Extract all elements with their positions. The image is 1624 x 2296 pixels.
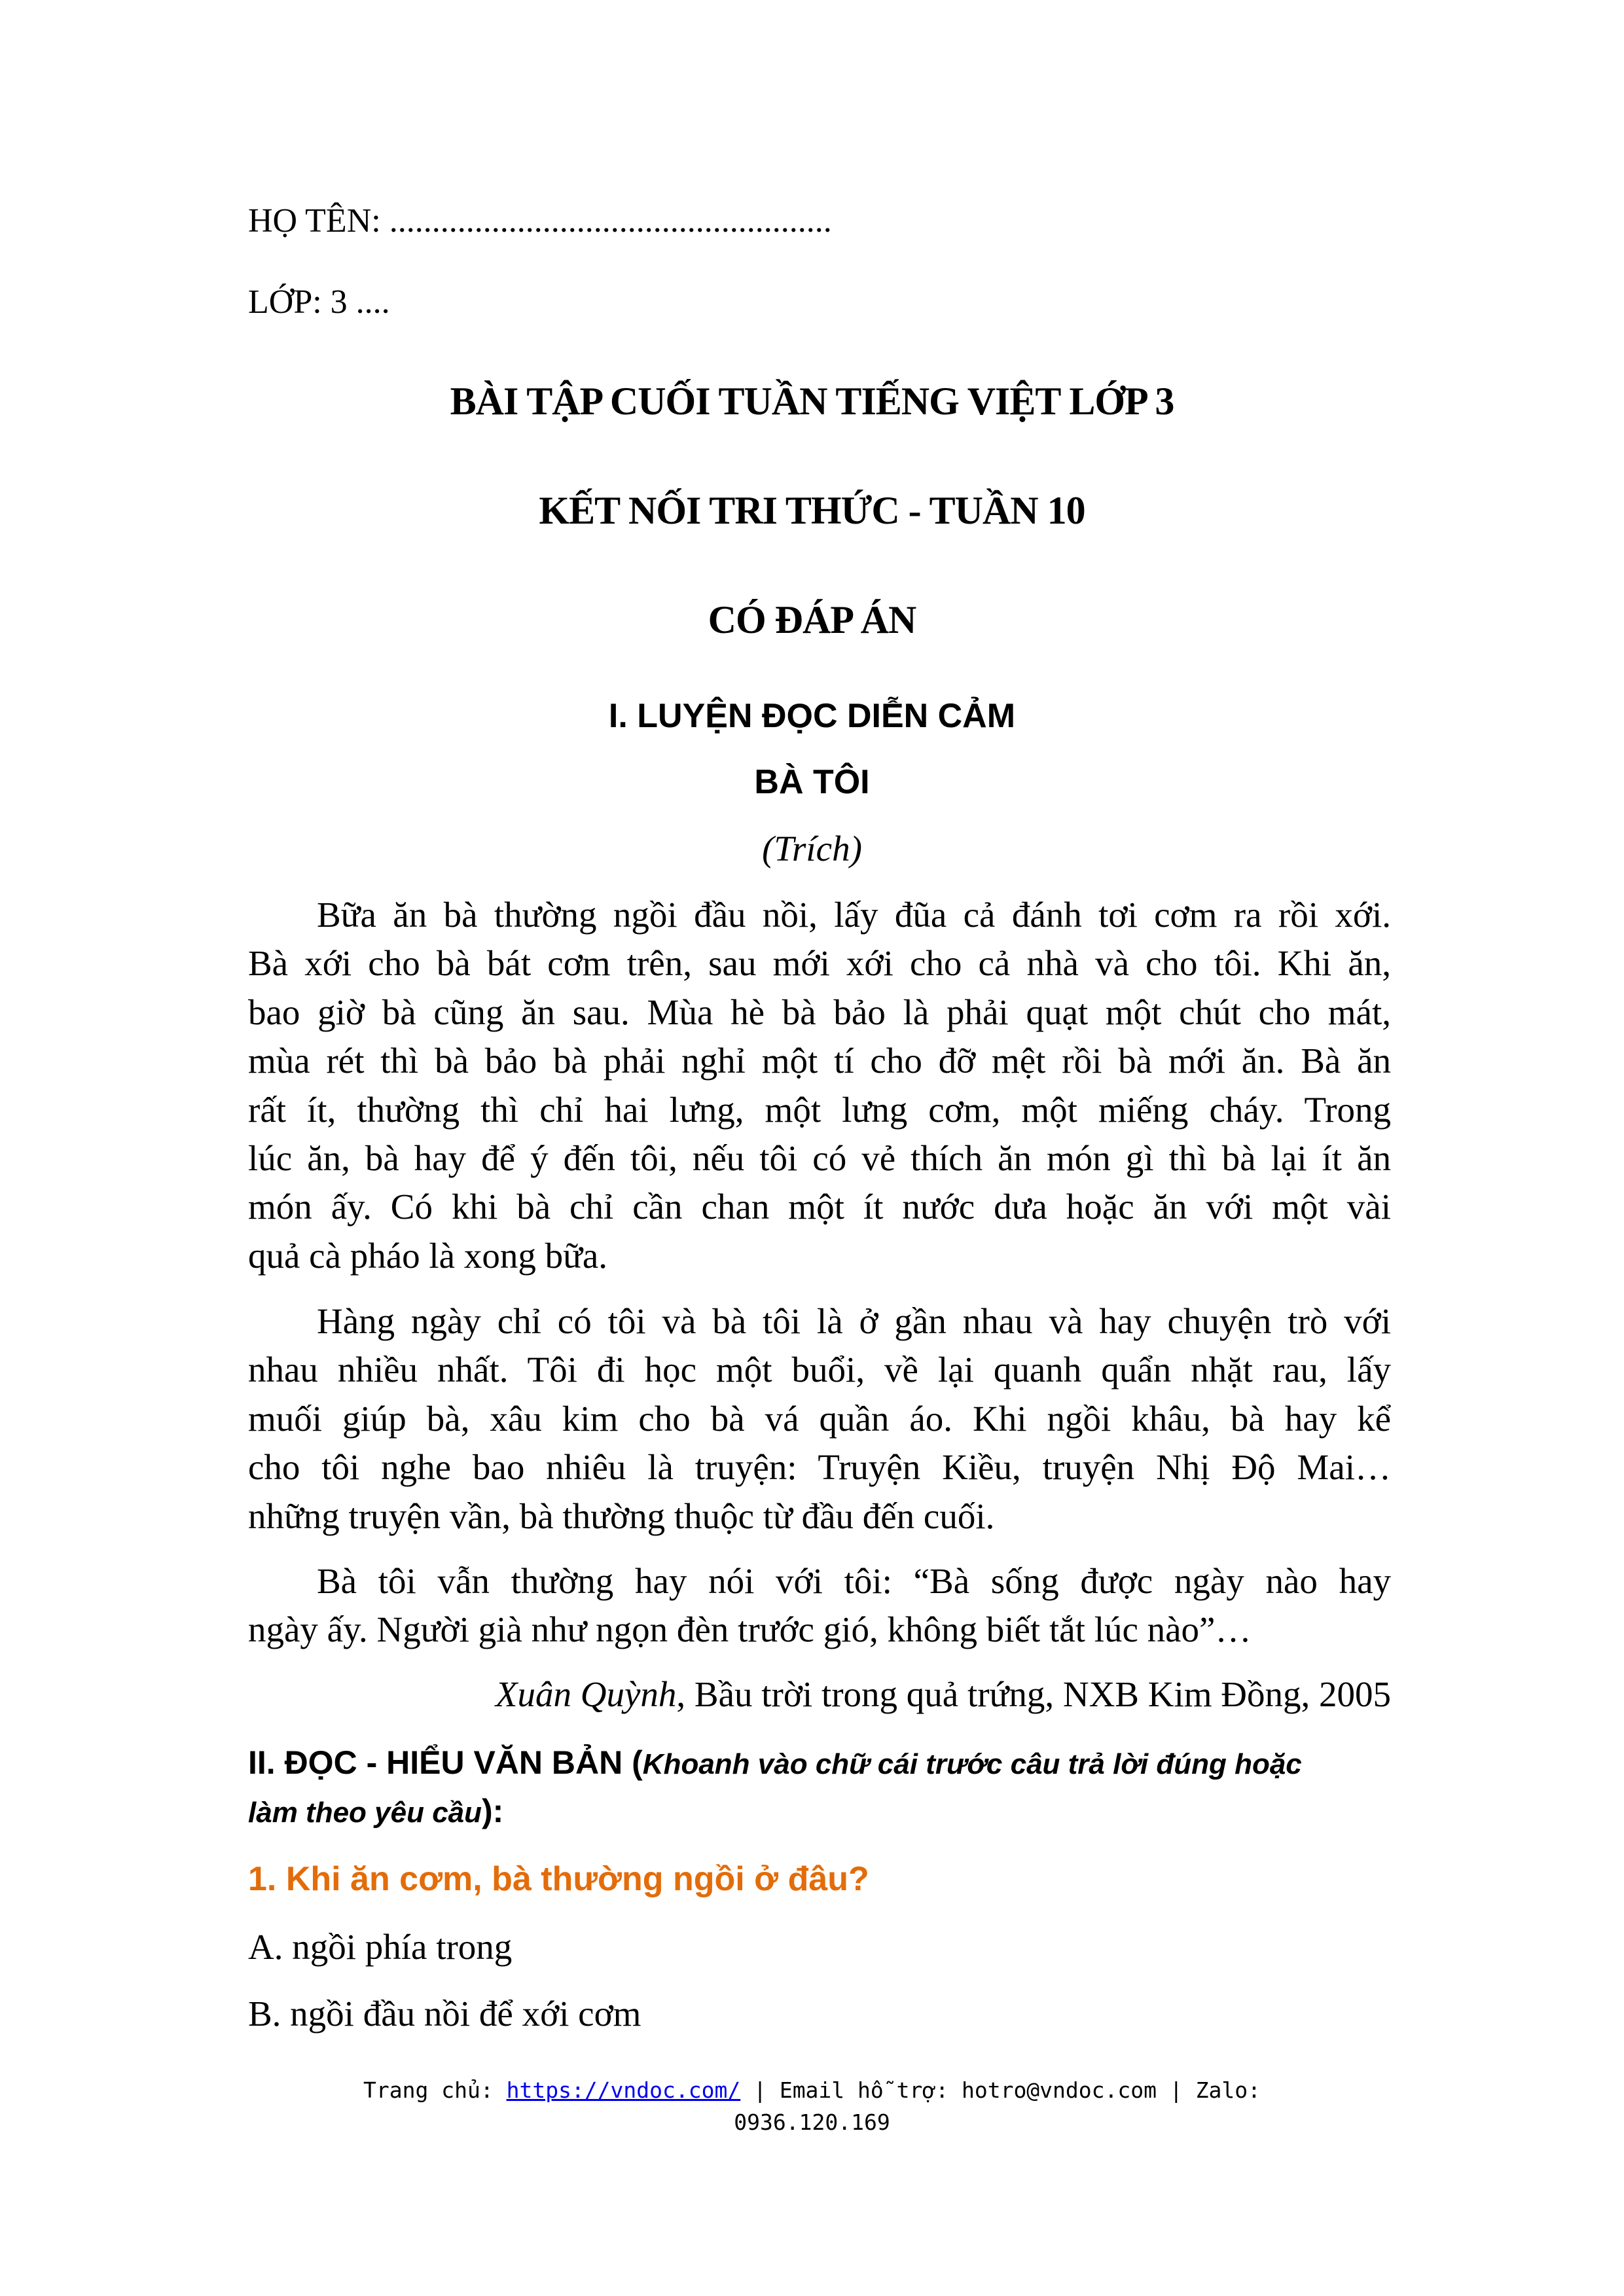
story-paragraph-3 — [248, 1557, 1391, 1655]
page-subtitle: KẾT NỐI TRI THỨC - TUẦN 10 — [539, 489, 1085, 532]
option-b[interactable]: B. ngồi đầu nồi để xới cơm — [248, 1994, 641, 2034]
section2-heading — [248, 1738, 1302, 1789]
story-line: Bà tôi vẫn thường hay nói với tôi: “Bà sống được ngày nào hay — [317, 1561, 1391, 1601]
email-info: | Email hỗ trợ: hotro@vndoc.com | Zalo: — [740, 2077, 1261, 2103]
instruction: Khoanh vào chữ cái trước câu trả lời đúng hoặc — [642, 1748, 1302, 1780]
home-link[interactable]: https://vndoc.com/ — [506, 2077, 741, 2103]
section1-heading: I. LUYỆN ĐỌC DIỄN CẢM — [608, 697, 1016, 735]
story-paragraph-1 — [248, 891, 1391, 1280]
story-line: bao giờ bà cũng ăn sau. Mùa hè bà bảo là phải quạt một chút cho mát, — [248, 992, 1391, 1032]
story-line: Hàng ngày chỉ có tôi và bà tôi là ở gần nhau và hay chuyện trò với — [317, 1301, 1391, 1341]
story-line: rất ít, thường thì chỉ hai lưng, một lưng cơm, một miếng cháy. Trong — [248, 1089, 1391, 1130]
section2-title: II. ĐỌC - HIỂU VĂN BẢN ( — [248, 1744, 643, 1781]
excerpt-note: (Trích) — [762, 829, 862, 869]
story-line: cho tôi nghe bao nhiêu là truyện: Truyện Kiều, truyện Nhị Độ Mai… — [248, 1447, 1391, 1488]
story-title: BÀ TÔI — [754, 763, 870, 801]
story-line: lúc ăn, bà hay để ý đến tôi, nếu tôi có vẻ thích ăn món gì thì bà lại ít ăn — [248, 1138, 1391, 1179]
citation-author: Xuân Quỳnh — [495, 1674, 677, 1714]
story-line: Bà xới cho bà bát cơm trên, sau mới xới cho cả nhà và cho tôi. Khi ăn, — [248, 943, 1391, 984]
option-a[interactable]: A. ngồi phía trong — [248, 1927, 513, 1967]
class-field: LỚP: 3 .... — [248, 283, 390, 321]
story-line: quả cà pháo là xong bữa. — [248, 1235, 608, 1276]
story-line: mùa rét thì bà bảo bà phải nghỉ một tí cho đỡ mệt rồi bà mới ăn. Bà ăn — [248, 1041, 1391, 1081]
story-line: những truyện vần, bà thường thuộc từ đầu đến cuối. — [248, 1496, 995, 1536]
page-title: BÀI TẬP CUỐI TUẦN TIẾNG VIỆT LỚP 3 — [450, 380, 1174, 423]
footer — [0, 2075, 1624, 2106]
story-line: ngày ấy. Người già như ngọn đèn trước gió, không biết tắt lúc nào”… — [248, 1609, 1252, 1650]
story-line: nhau nhiều nhất. Tôi đi học một buổi, về lại quanh quẩn nhặt rau, lấy — [248, 1350, 1391, 1390]
story-line: Bữa ăn bà thường ngồi đầu nồi, lấy đũa cả đánh tơi cơm ra rồi xới. — [317, 895, 1391, 935]
heading-end: ): — [482, 1793, 504, 1829]
question-1: 1. Khi ăn cơm, bà thường ngồi ở đâu? — [248, 1860, 869, 1898]
citation — [496, 1670, 1391, 1719]
name-field: HỌ TÊN: .................................................... — [248, 202, 832, 240]
story-line: muối giúp bà, xâu kim cho bà vá quần áo. Khi ngồi khâu, bà hay kể — [248, 1398, 1391, 1439]
citation-source: , Bầu trời trong quả trứng, NXB Kim Đồng, 2005 — [676, 1674, 1391, 1714]
footer-phone: 0936.120.169 — [734, 2109, 890, 2135]
story-line: món ấy. Có khi bà chỉ cần chan một ít nước dưa hoặc ăn với một vài — [248, 1187, 1391, 1227]
instruction-cont: làm theo yêu cầu — [248, 1797, 482, 1829]
story-paragraph-2 — [248, 1297, 1391, 1541]
home-label: Trang chủ: — [363, 2077, 507, 2103]
section2-heading-cont — [248, 1787, 503, 1837]
answer-note: CÓ ĐÁP ÁN — [708, 598, 916, 641]
